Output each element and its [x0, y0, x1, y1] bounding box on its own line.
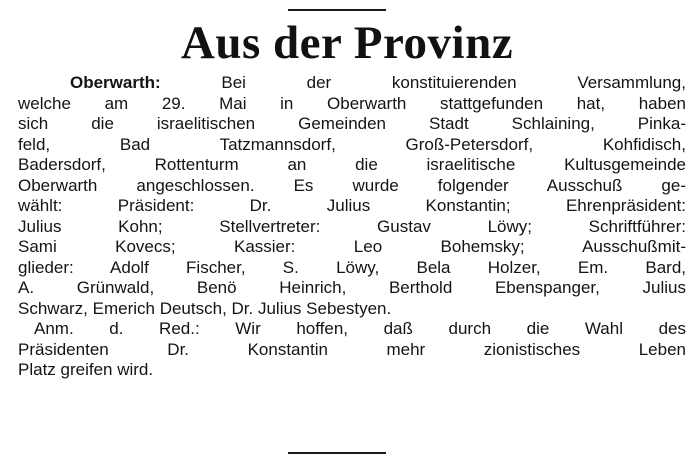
top-separator-rule	[288, 9, 386, 11]
article-line-7: wählt: Präsident: Dr. Julius Konstantin; Ehrenpräsident:	[18, 196, 686, 215]
article-line-6: Oberwarth angeschlossen. Es wurde folgender Ausschuß ge-	[18, 175, 686, 195]
article-line-9: Sami Kovecs; Kassier: Leo Bohemsky; Ausschußmit-	[18, 237, 686, 256]
article-line-2: welche am 29. Mai in Oberwarth stattgefunden hat, haben	[18, 93, 686, 113]
article-dateline-place: Oberwarth:	[70, 73, 161, 92]
article-line-4: feld, Bad Tatzmannsdorf, Groß-Petersdorf, Kohfidisch,	[18, 134, 686, 154]
editor-note-line-3: Platz greifen wird.	[18, 360, 154, 379]
article-line-1-text: Bei der konstituierenden Versammlung,	[221, 73, 686, 92]
article-line-11: A. Grünwald, Benö Heinrich, Berthold Ebenspanger, Julius	[18, 278, 686, 297]
section-headline: Aus der Provinz	[180, 17, 514, 69]
article-line-1	[18, 73, 686, 94]
article-line-12: Schwarz, Emerich Deutsch, Dr. Julius Sebestyen.	[18, 298, 392, 318]
editor-note-line-1: Anm. d. Red.: Wir hoffen, daß durch die Wahl des	[34, 319, 686, 338]
article-line-8: Julius Kohn; Stellvertreter: Gustav Löwy; Schriftführer:	[18, 216, 686, 236]
article-line-10: glieder: Adolf Fischer, S. Löwy, Bela Holzer, Em. Bard,	[18, 257, 686, 277]
bottom-separator-rule	[288, 452, 386, 454]
editor-note-line-2: Präsidenten Dr. Konstantin mehr zionistisches Leben	[18, 339, 686, 359]
article-line-5: Badersdorf, Rottenturm an die israelitische Kultusgemeinde	[18, 155, 686, 174]
article-line-3: sich die israelitischen Gemeinden Stadt Schlaining, Pinka-	[18, 114, 686, 133]
news-article	[18, 73, 686, 381]
